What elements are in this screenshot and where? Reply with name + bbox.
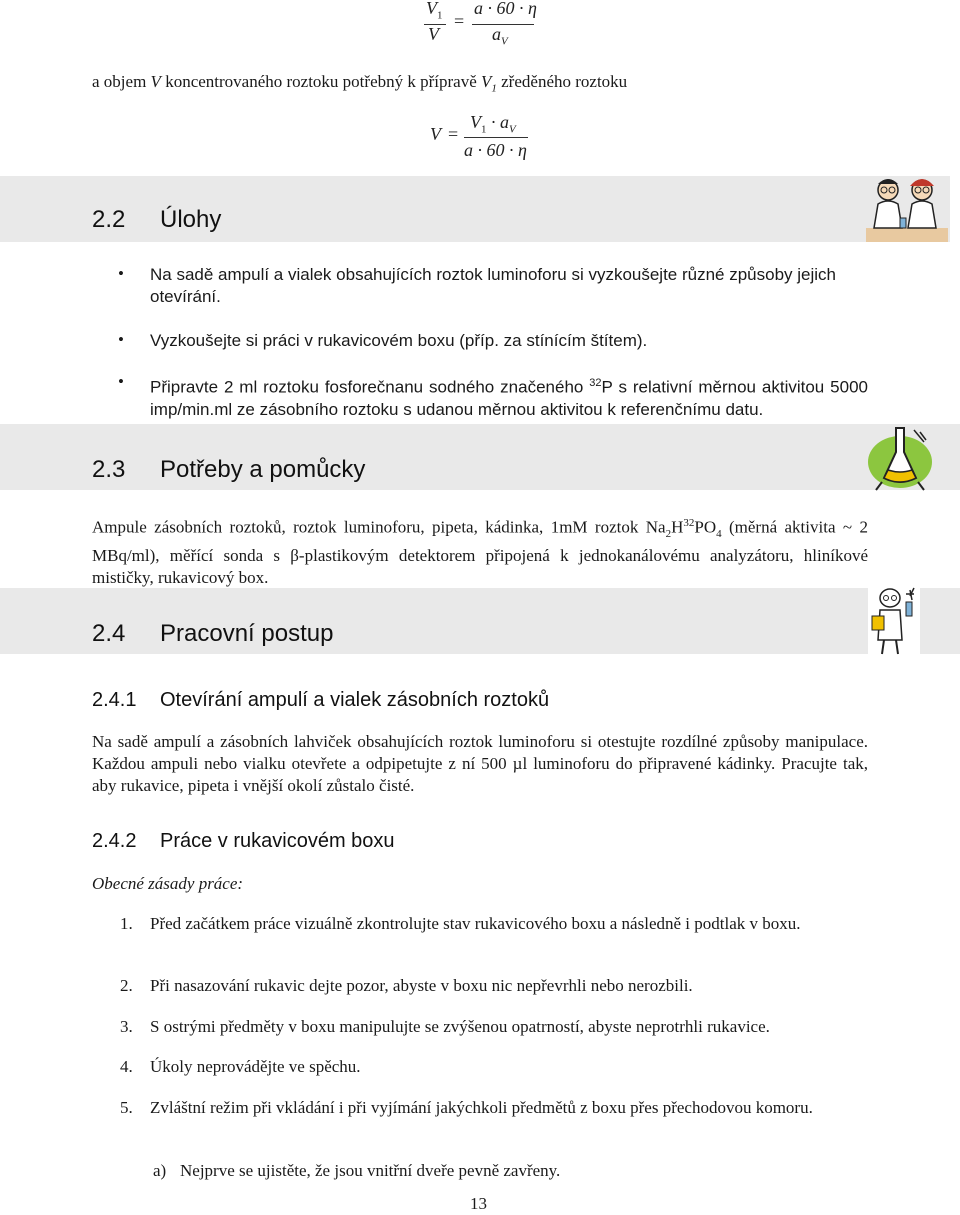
formula-1-rhs-den: $a_V$ bbox=[492, 24, 508, 48]
formula-1-rhs-num: a · 60 · η bbox=[474, 0, 537, 18]
formula-1-eq: = bbox=[454, 11, 465, 31]
list-number: 1. bbox=[120, 914, 133, 933]
scientist-clipboard-icon bbox=[868, 586, 920, 656]
section-heading-2-4-2: 2.4.2 Práce v rukavicovém boxu bbox=[92, 830, 395, 852]
list-item: Při nasazování rukavic dejte pozor, abyste v boxu nic nepřevrhli nebo nerozbili. bbox=[150, 976, 693, 995]
sublist-item: Nejprve se ujistěte, že jsou vnitřní dveře pevně zavřeny. bbox=[180, 1161, 561, 1180]
paragraph-2-4-1: Na sadě ampulí a zásobních lahviček obsahujících roztok luminoforu si otestujte rozdílné způsoby manipulace. Každou ampuli nebo vialku otevřete a odpipetujte z ní 500 µl luminoforu do připravené kádinky. Pracujte tak, aby rukavice, pipeta i vnější okolí zůstalo čisté. bbox=[92, 732, 868, 795]
section-heading-2-3: 2.3 Potřeby a pomůcky bbox=[92, 456, 366, 483]
list-item: Před začátkem práce vizuálně zkontrolujte stav rukavicového boxu a následně i podtlak v boxu. bbox=[150, 914, 801, 933]
list-number: 5. bbox=[120, 1098, 133, 1117]
list-number: 4. bbox=[120, 1057, 133, 1076]
list-item: S ostrými předměty v boxu manipulujte se zvýšenou opatrností, abyste neprotrhli rukavice. bbox=[150, 1017, 770, 1036]
bullet-marker: • bbox=[118, 264, 124, 283]
formula-2-lhs: V bbox=[430, 124, 441, 144]
list-number: 3. bbox=[120, 1017, 133, 1036]
section-heading-2-4-1: 2.4.1 Otevírání ampulí a vialek zásobních roztoků bbox=[92, 689, 550, 711]
supplies-paragraph: Ampule zásobních roztoků, roztok luminoforu, pipeta, kádinka, 1mM roztok $Na_2H^{32}PO_4$ (měrná aktivita ~ 2 MBq/ml), měřící sonda s β-plastikovým detektorem připojená k jednokanálovému analyzátoru, hliníkové mističky, rukavicový box. bbox=[92, 517, 868, 588]
section-heading-2-2: 2.2 Úlohy bbox=[92, 206, 222, 233]
formula-1-lhs-num: $V_1$ bbox=[426, 0, 443, 22]
page-number: 13 bbox=[470, 1194, 487, 1213]
sublist-letter: a) bbox=[153, 1161, 167, 1180]
list-item: Vyzkoušejte si práci v rukavicovém boxu (příp. za stínícím štítem). bbox=[150, 331, 648, 350]
formula-2 bbox=[428, 110, 538, 166]
intro-text: a objem V koncentrovaného roztoku potřebný k přípravě $V_1$ zředěného roztoku bbox=[92, 72, 628, 95]
general-rules-label: Obecné zásady práce: bbox=[92, 874, 244, 893]
formula-2-eq: = bbox=[448, 124, 459, 144]
list-item: Na sadě ampulí a vialek obsahujících roztok luminoforu si vyzkoušejte různé způsoby jejich otevírání. bbox=[150, 265, 837, 306]
list-item: Úkoly neprovádějte ve spěchu. bbox=[150, 1057, 361, 1076]
bullet-marker: • bbox=[118, 372, 124, 391]
section-heading-2-4: 2.4 Pracovní postup bbox=[92, 620, 334, 647]
formula-2-den: a · 60 · η bbox=[464, 140, 527, 160]
flask-icon bbox=[866, 422, 940, 492]
formula-1-lhs-den: V bbox=[428, 24, 439, 44]
list-item: Zvláštní režim při vkládání i při vyjímání jakýchkoli předmětů z boxu přes přechodovou komoru. bbox=[150, 1098, 813, 1117]
formula-2-num: $V_1 \cdot a_V$ bbox=[470, 112, 516, 136]
bullet-marker: • bbox=[118, 330, 124, 349]
list-item: Připravte 2 ml roztoku fosforečnanu sodného značeného $^{32}$P s relativní měrnou aktivitou 5000 imp/min.ml ze zásobního roztoku s udanou měrnou aktivitou k referenčnímu datu. bbox=[150, 377, 868, 419]
scientists-icon bbox=[866, 174, 948, 242]
list-number: 2. bbox=[120, 976, 133, 995]
formula-1 bbox=[424, 0, 539, 48]
